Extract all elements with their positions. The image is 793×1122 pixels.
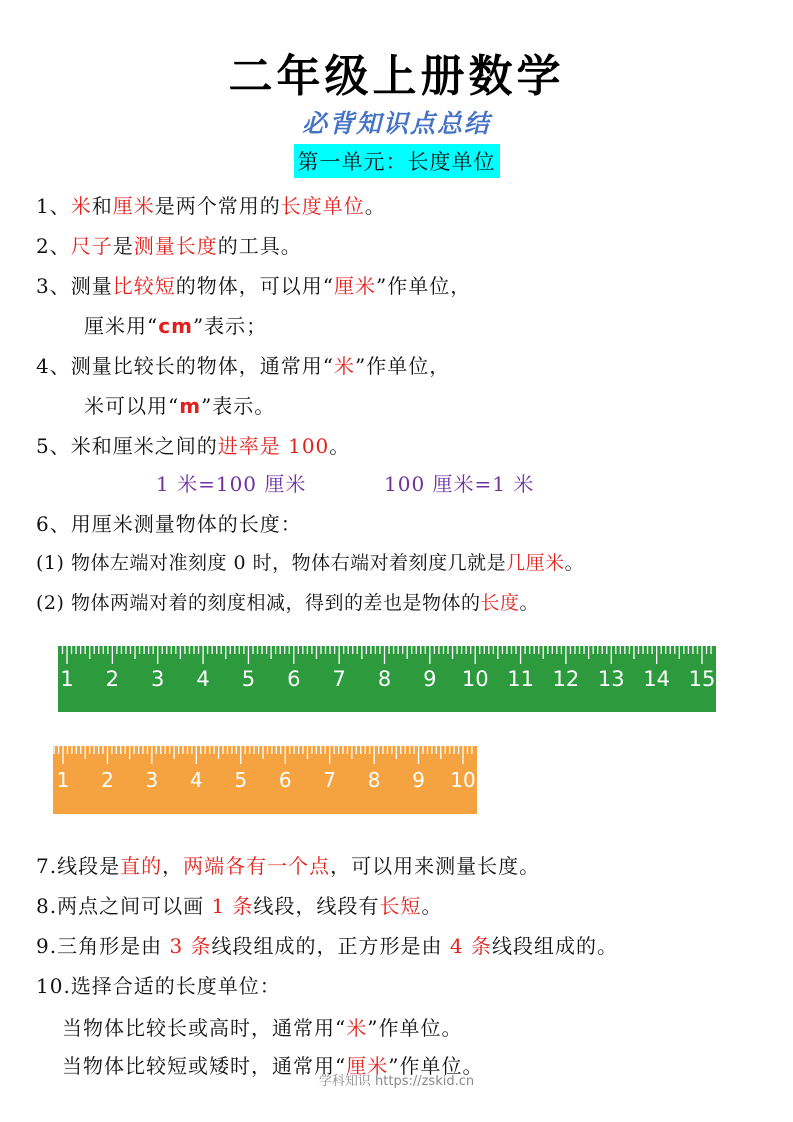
ruler-number: 9 bbox=[423, 667, 437, 691]
point-5: 5、米和厘米之间的进率是 100。 bbox=[36, 434, 351, 458]
ruler-number: 12 bbox=[552, 667, 580, 691]
footer-watermark: 学科知识 https://zskid.cn bbox=[318, 1074, 475, 1089]
ruler-number: 3 bbox=[145, 768, 159, 792]
green-ruler bbox=[58, 646, 716, 712]
point-6: 6、用厘米测量物体的长度： bbox=[36, 512, 302, 536]
conversion-1: 1 米=100 厘米 bbox=[156, 472, 307, 496]
point-4-note: 米可以用“m”表示。 bbox=[84, 394, 276, 418]
ruler-number: 5 bbox=[234, 768, 248, 792]
ruler-number: 5 bbox=[241, 667, 256, 691]
ruler-number: 13 bbox=[597, 667, 625, 691]
orange-ruler bbox=[53, 746, 477, 814]
point-8: 8.两点之间可以画 1 条线段，线段有长短。 bbox=[36, 894, 443, 918]
unit-heading: 第一单元：长度单位 bbox=[294, 144, 500, 178]
point-7: 7.线段是直的，两端各有一个点，可以用来测量长度。 bbox=[36, 854, 541, 878]
point-3-note: 厘米用“cm”表示； bbox=[84, 314, 268, 338]
page-subtitle: 必背知识点总结 bbox=[301, 109, 491, 138]
ruler-number: 10 bbox=[450, 768, 476, 792]
point-10-short: 当物体比较短或矮时，通常用“厘米”作单位。 bbox=[62, 1054, 484, 1078]
point-6-2: (2) 物体两端对着的刻度相减，得到的差也是物体的长度。 bbox=[36, 592, 539, 614]
ruler-number: 6 bbox=[278, 768, 292, 792]
point-1: 1、米和厘米是两个常用的长度单位。 bbox=[36, 194, 386, 218]
ruler-number: 3 bbox=[151, 667, 165, 691]
ruler-number: 4 bbox=[196, 667, 210, 691]
conversion-2: 100 厘米=1 米 bbox=[384, 472, 535, 496]
point-10-long: 当物体比较长或高时，通常用“米”作单位。 bbox=[62, 1016, 463, 1040]
point-9: 9.三角形是由 3 条线段组成的，正方形是由 4 条线段组成的。 bbox=[36, 934, 618, 958]
ruler-number: 15 bbox=[688, 667, 716, 691]
point-6-1: (1) 物体左端对准刻度 0 时，物体右端对着刻度几就是几厘米。 bbox=[36, 552, 585, 574]
page-title: 二年级上册数学 bbox=[228, 51, 565, 102]
ruler-number: 10 bbox=[461, 667, 489, 691]
ruler-number: 2 bbox=[101, 768, 114, 792]
point-4: 4、测量比较长的物体，通常用“米”作单位， bbox=[36, 354, 451, 378]
ruler-number: 1 bbox=[60, 667, 74, 691]
point-3: 3、测量比较短的物体，可以用“厘米”作单位， bbox=[36, 274, 472, 298]
ruler-number: 1 bbox=[56, 768, 70, 792]
ruler-number: 4 bbox=[189, 768, 203, 792]
ruler-number: 7 bbox=[323, 768, 337, 792]
ruler-number: 6 bbox=[287, 667, 301, 691]
ruler-number: 14 bbox=[643, 667, 671, 691]
ruler-number: 8 bbox=[377, 667, 392, 691]
ruler-number: 2 bbox=[105, 667, 120, 691]
ruler-number: 9 bbox=[412, 768, 425, 792]
ruler-number: 7 bbox=[332, 667, 346, 691]
point-10: 10.选择合适的长度单位： bbox=[36, 974, 281, 998]
ruler-number: 8 bbox=[367, 768, 381, 792]
ruler-number: 11 bbox=[507, 667, 534, 691]
point-2: 2、尺子是测量长度的工具。 bbox=[36, 234, 302, 258]
